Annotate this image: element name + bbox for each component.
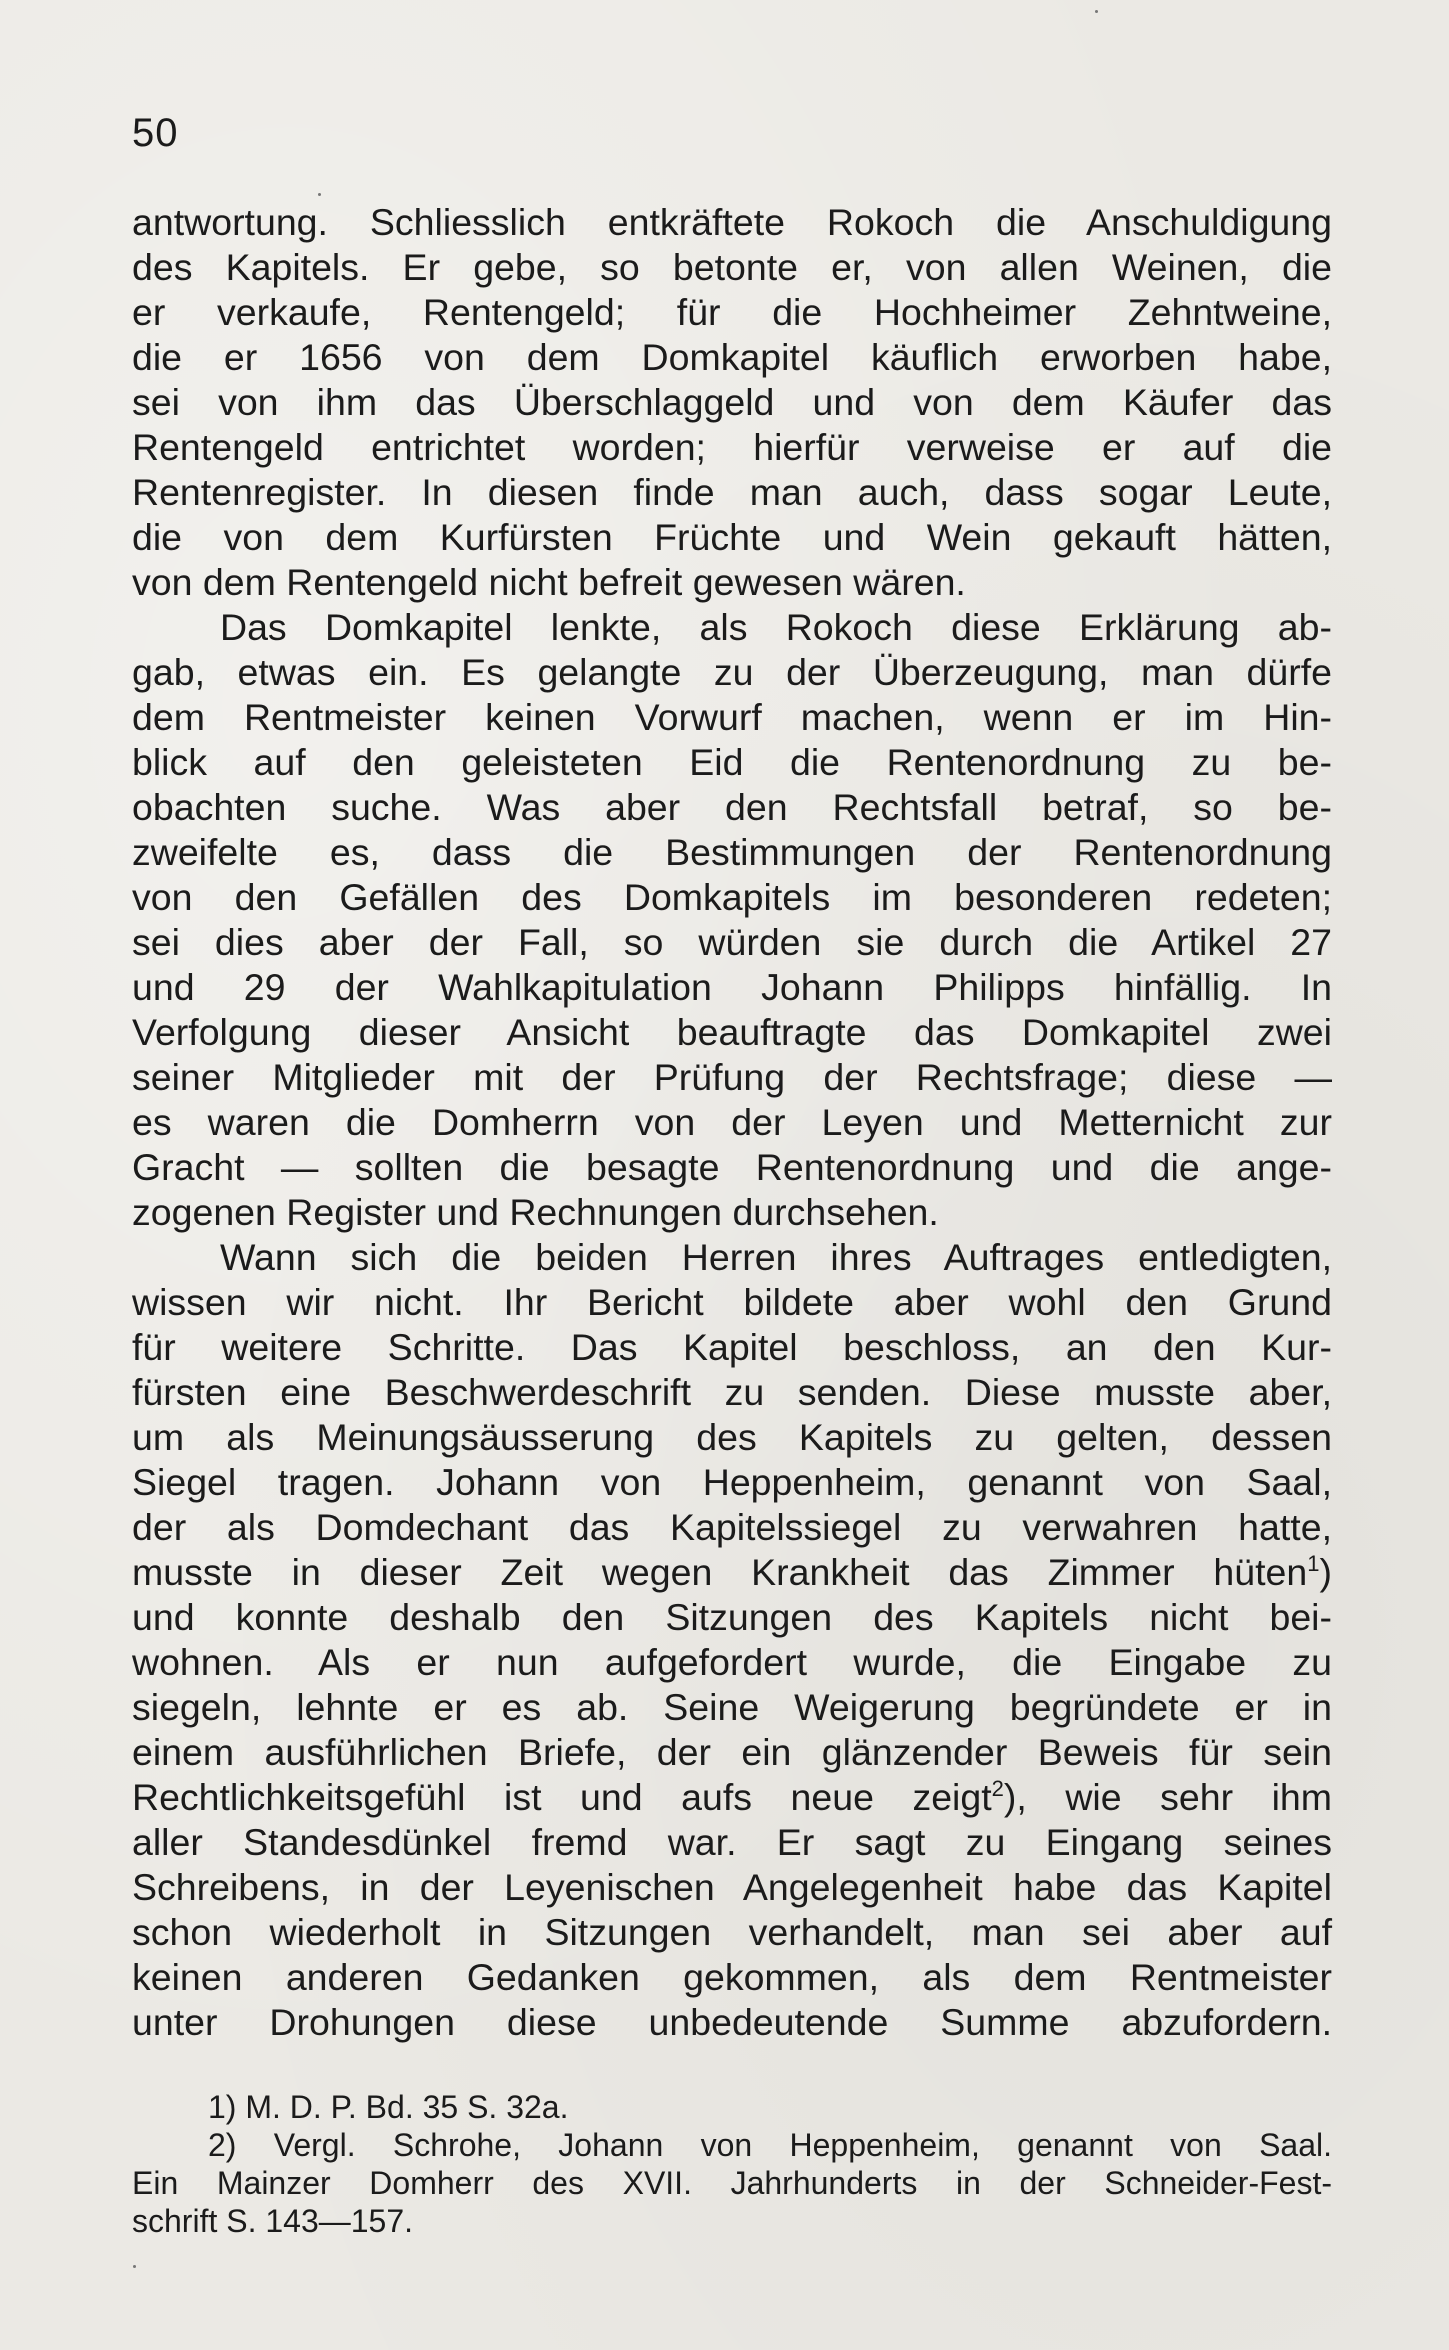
text-line-content: Schreibens, in der Leyenischen Angelegenheit habe das Kapitel — [132, 1866, 1332, 1908]
text-line — [132, 785, 1332, 830]
text-line-content: antwortung. Schliesslich entkräftete Rokoch die Anschuldigung — [132, 201, 1332, 243]
text-line — [132, 1460, 1332, 1505]
text-line-content: Gracht — sollten die besagte Rentenordnung und die ange- — [132, 1146, 1332, 1188]
text-line-content: unter Drohungen diese unbedeutende Summe abzufordern. — [132, 2001, 1332, 2043]
text-line-content: der als Domdechant das Kapitelssiegel zu verwahren hatte, — [132, 1506, 1332, 1548]
footnote-reference: 1 — [1307, 1551, 1320, 1576]
text-line-content: fürsten eine Beschwerdeschrift zu senden. Diese musste aber, — [132, 1371, 1332, 1413]
text-line — [132, 1055, 1332, 1100]
text-line-content: sei von ihm das Überschlaggeld und von dem Käufer das — [132, 381, 1332, 423]
text-line-content: Wann sich die beiden Herren ihres Auftrages entledigten, — [220, 1236, 1332, 1278]
text-line-content: von den Gefällen des Domkapitels im besonderen redeten; — [132, 876, 1332, 918]
paper-speck — [133, 2265, 136, 2268]
text-line — [132, 740, 1332, 785]
text-line — [132, 1145, 1332, 1190]
text-line — [132, 1865, 1332, 1910]
text-line-content: und konnte deshalb den Sitzungen des Kapitels nicht bei- — [132, 1596, 1332, 1638]
text-line-content: es waren die Domherrn von der Leyen und Metternicht zur — [132, 1101, 1332, 1143]
text-line — [132, 1820, 1332, 1865]
text-line-content: Siegel tragen. Johann von Heppenheim, genannt von Saal, — [132, 1461, 1332, 1503]
text-line — [132, 875, 1332, 920]
text-line-content: obachten suche. Was aber den Rechtsfall betraf, so be- — [132, 786, 1332, 828]
text-line — [132, 560, 1332, 605]
text-line — [132, 1415, 1332, 1460]
text-line-content: sei dies aber der Fall, so würden sie durch die Artikel 27 — [132, 921, 1332, 963]
text-line — [132, 965, 1332, 1010]
footnote-line: Ein Mainzer Domherr des XVII. Jahrhunderts in der Schneider-Fest- — [132, 2165, 1332, 2201]
text-line-tail: ), wie sehr ihm — [1003, 1776, 1332, 1818]
text-line — [132, 1640, 1332, 1685]
footnote-reference: 2 — [991, 1776, 1004, 1801]
text-line — [132, 1100, 1332, 1145]
text-line-content: seiner Mitglieder mit der Prüfung der Rechtsfrage; diese — — [132, 1056, 1332, 1098]
text-line — [132, 830, 1332, 875]
text-line-content: für weitere Schritte. Das Kapitel beschloss, an den Kur- — [132, 1326, 1332, 1368]
text-line — [132, 335, 1332, 380]
text-line — [132, 290, 1332, 335]
paper-speck — [318, 193, 321, 196]
text-line — [132, 650, 1332, 695]
text-line — [132, 695, 1332, 740]
text-line — [132, 1190, 1332, 1235]
paper-speck — [1095, 10, 1098, 13]
text-line-content: blick auf den geleisteten Eid die Rentenordnung zu be- — [132, 741, 1332, 783]
text-line-content: siegeln, lehnte er es ab. Seine Weigerung begründete er in — [132, 1686, 1332, 1728]
text-line-content: die von dem Kurfürsten Früchte und Wein gekauft hätten, — [132, 516, 1332, 558]
text-line — [132, 1325, 1332, 1370]
text-line — [132, 1730, 1332, 1775]
text-line-content: wissen wir nicht. Ihr Bericht bildete aber wohl den Grund — [132, 1281, 1332, 1323]
page-number: 50 — [132, 111, 179, 155]
text-line-content: einem ausführlichen Briefe, der ein glänzender Beweis für sein — [132, 1731, 1332, 1773]
text-line — [132, 1280, 1332, 1325]
text-line — [132, 1235, 1332, 1280]
text-line-content: des Kapitels. Er gebe, so betonte er, von allen Weinen, die — [132, 246, 1332, 288]
text-line-content: und 29 der Wahlkapitulation Johann Philipps hinfällig. In — [132, 966, 1332, 1008]
text-line-content: musste in dieser Zeit wegen Krankheit das Zimmer hüten — [132, 1551, 1308, 1593]
text-line — [132, 380, 1332, 425]
text-line — [132, 515, 1332, 560]
footnote-line: schrift S. 143—157. — [132, 2203, 414, 2239]
footnote-line: 1) M. D. P. Bd. 35 S. 32a. — [208, 2089, 569, 2125]
footnotes-block — [132, 2088, 1332, 2240]
footnote-line: 2) Vergl. Schrohe, Johann von Heppenheim, genannt von Saal. — [208, 2127, 1332, 2163]
text-line — [132, 1010, 1332, 1055]
text-line-content: keinen anderen Gedanken gekommen, als dem Rentmeister — [132, 1956, 1332, 1998]
text-line — [132, 425, 1332, 470]
text-line — [132, 920, 1332, 965]
text-line-content: wohnen. Als er nun aufgefordert wurde, die Eingabe zu — [132, 1641, 1332, 1683]
text-line — [132, 2000, 1332, 2045]
main-text-block — [132, 200, 1332, 2045]
text-line — [132, 200, 1332, 245]
text-line-content: zweifelte es, dass die Bestimmungen der Rentenordnung — [132, 831, 1332, 873]
text-line-content: aller Standesdünkel fremd war. Er sagt zu Eingang seines — [132, 1821, 1332, 1863]
text-line-content: Rechtlichkeitsgefühl ist und aufs neue zeigt — [132, 1776, 992, 1818]
text-line — [132, 470, 1332, 515]
text-line-content: Verfolgung dieser Ansicht beauftragte das Domkapitel zwei — [132, 1011, 1332, 1053]
text-line-content: er verkaufe, Rentengeld; für die Hochheimer Zehntweine, — [132, 291, 1332, 333]
text-line — [132, 1505, 1332, 1550]
text-line — [132, 1550, 1332, 1595]
text-line — [132, 605, 1332, 650]
text-line — [132, 1370, 1332, 1415]
text-line — [132, 1955, 1332, 2000]
text-line-content: Das Domkapitel lenkte, als Rokoch diese Erklärung ab- — [220, 606, 1332, 648]
text-line-content: die er 1656 von dem Domkapitel käuflich erworben habe, — [132, 336, 1332, 378]
text-line — [132, 1595, 1332, 1640]
text-line-content: gab, etwas ein. Es gelangte zu der Überzeugung, man dürfe — [132, 651, 1332, 693]
text-line — [132, 1775, 1332, 1820]
text-line — [132, 1685, 1332, 1730]
text-line-content: von dem Rentengeld nicht befreit gewesen wären. — [132, 561, 966, 603]
text-line-content: Rentengeld entrichtet worden; hierfür verweise er auf die — [132, 426, 1332, 468]
text-line-content: dem Rentmeister keinen Vorwurf machen, wenn er im Hin- — [132, 696, 1332, 738]
text-line-tail: ) — [1319, 1551, 1332, 1593]
text-line-content: Rentenregister. In diesen finde man auch, dass sogar Leute, — [132, 471, 1332, 513]
text-line — [132, 245, 1332, 290]
text-line — [132, 1910, 1332, 1955]
text-line-content: zogenen Register und Rechnungen durchsehen. — [132, 1191, 939, 1233]
text-line-content: um als Meinungsäusserung des Kapitels zu gelten, dessen — [132, 1416, 1332, 1458]
text-line-content: schon wiederholt in Sitzungen verhandelt, man sei aber auf — [132, 1911, 1332, 1953]
